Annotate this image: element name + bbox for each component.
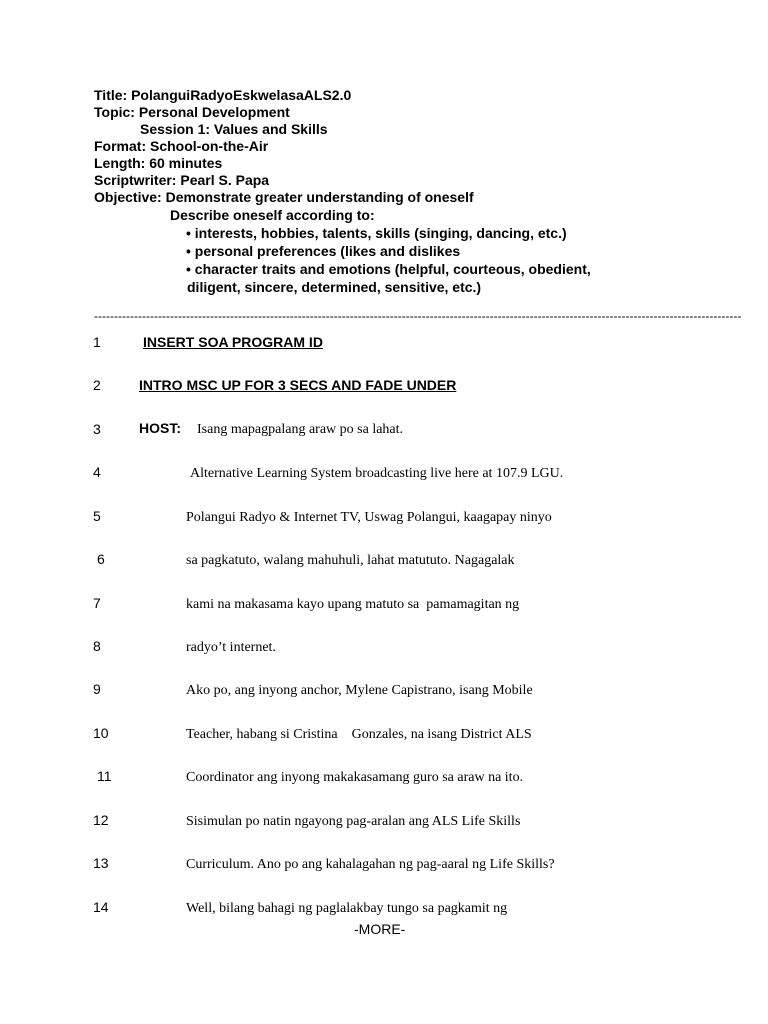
line-number: 1 [93, 334, 101, 350]
script-line: radyo’t internet. [186, 640, 276, 655]
cue-program-id: INSERT SOA PROGRAM ID [143, 334, 323, 350]
line-number: 3 [93, 421, 101, 437]
line-number: 5 [93, 508, 101, 524]
line-number: 13 [93, 855, 109, 871]
script-title: Title: PolanguiRadyoEskwelasaALS2.0 [94, 87, 352, 103]
line-number: 12 [93, 812, 109, 828]
script-line: Coordinator ang inyong makakasamang guro sa araw na ito. [186, 770, 524, 785]
objective-describe: Describe oneself according to: [170, 207, 375, 223]
script-session: Session 1: Values and Skills [140, 121, 328, 137]
objective-bullet: • character traits and emotions (helpful, courteous, obedient, [186, 261, 591, 277]
script-line: kami na makasama kayo upang matuto sa pamamagitan ng [186, 597, 520, 612]
script-objective: Objective: Demonstrate greater understanding of oneself [94, 189, 474, 205]
script-scriptwriter: Scriptwriter: Pearl S. Papa [94, 172, 270, 188]
objective-bullet: • interests, hobbies, talents, skills (singing, dancing, etc.) [186, 225, 567, 241]
script-line: Ako po, ang inyong anchor, Mylene Capistrano, isang Mobile [186, 683, 533, 698]
objective-bullet: • personal preferences (likes and dislikes [186, 243, 461, 259]
line-number: 10 [93, 725, 109, 741]
cue-intro-music: INTRO MSC UP FOR 3 SECS AND FADE UNDER [139, 377, 457, 393]
line-number: 14 [93, 899, 109, 915]
script-line: Alternative Learning System broadcasting live here at 107.9 LGU. [190, 466, 564, 481]
script-line: Teacher, habang si Cristina Gonzales, na isang District ALS [186, 727, 532, 742]
script-line: sa pagkatuto, walang mahuhuli, lahat matututo. Nagagalak [186, 553, 515, 568]
objective-bullet-continuation: diligent, sincere, determined, sensitive, etc.) [187, 279, 482, 295]
line-number: 7 [93, 595, 101, 611]
script-topic: Topic: Personal Development [94, 104, 290, 120]
script-line: Polangui Radyo & Internet TV, Uswag Polangui, kaagapay ninyo [186, 510, 552, 525]
speaker-label: HOST: [139, 420, 181, 436]
script-line: Curriculum. Ano po ang kahalagahan ng pag-aaral ng Life Skills? [186, 857, 555, 872]
script-length: Length: 60 minutes [94, 155, 223, 171]
dashed-divider: ------------------------------------------------------------------------------------------------------------------------------------------------------------------ [94, 309, 742, 323]
line-number: 6 [97, 551, 105, 567]
script-format: Format: School-on-the-Air [94, 138, 269, 154]
line-number: 4 [93, 464, 101, 480]
line-number: 2 [93, 377, 101, 393]
script-line: Sisimulan po natin ngayong pag-aralan ang ALS Life Skills [186, 814, 521, 829]
script-line: Isang mapagpalang araw po sa lahat. [197, 422, 404, 437]
line-number: 9 [93, 681, 101, 697]
line-number: 11 [97, 768, 112, 784]
line-number: 8 [93, 638, 101, 654]
more-indicator: -MORE- [354, 921, 406, 937]
script-line: Well, bilang bahagi ng paglalakbay tungo sa pagkamit ng [186, 901, 508, 916]
